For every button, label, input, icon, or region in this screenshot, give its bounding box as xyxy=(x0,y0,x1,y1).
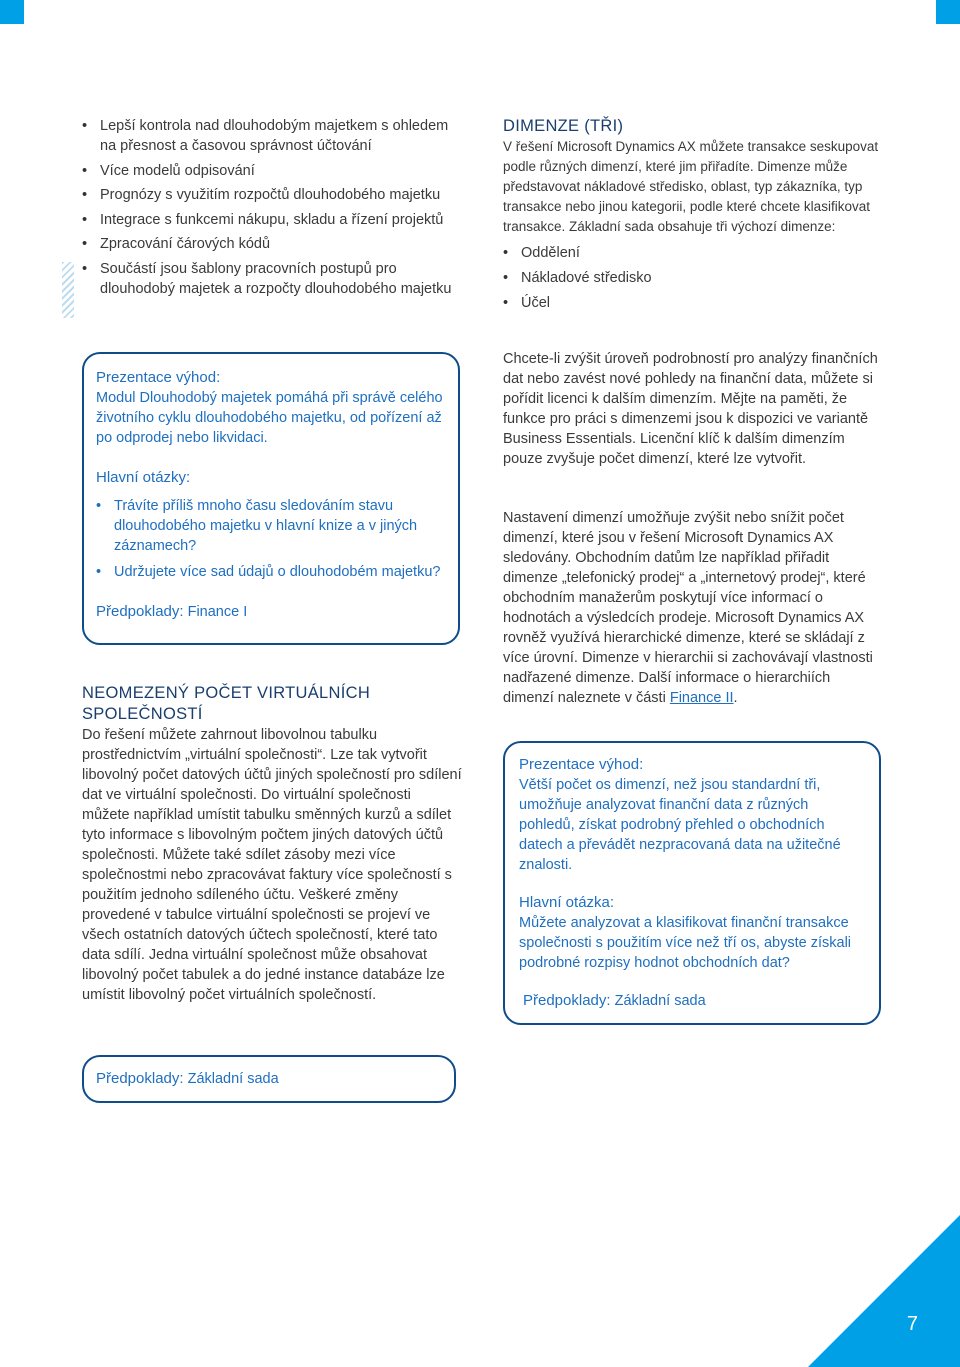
questions-list xyxy=(96,496,446,582)
box-body-text: Větší počet os dimenzí, než jsou standardní tři, umožňuje analyzovat finanční data z různých pohledů, získat podrobný přehled o obchodních datech a převádět nezpracovaná data na užitečné znalosti. xyxy=(519,777,841,873)
list-item: • Účel xyxy=(503,293,881,313)
additional-dimensions-paragraph: Chcete-li zvýšit úroveň podrobností pro analýzy finančních dat nebo zavést nové pohledy na finanční data, můžete si pořídit licenci k dalším dimenzím. Mějte na paměti, že funkce pro práci s dimenzemi jsou k dispozici ve variantě Business Essentials. Licenční klíč k dalším dimenzím pouze zvyšuje počet dimenzí, které lze vytvořit. xyxy=(503,351,878,467)
list-item: • Lepší kontrola nad dlouhodobým majetkem s ohledem na přesnost a časovou správnost účtování xyxy=(82,116,462,156)
benefits-box-dimensions xyxy=(503,741,881,1025)
prerequisites xyxy=(519,991,865,1011)
box-heading: Prezentace výhod: xyxy=(96,369,221,386)
prerequisites-label: Předpoklady: xyxy=(523,992,611,1009)
benefits-box-fixed-assets xyxy=(82,352,460,645)
prerequisites-value: Finance I xyxy=(187,604,248,620)
section-text: V řešení Microsoft Dynamics AX můžete transakce seskupovat podle různých dimenzí, které jim přiřadíte. Dimenze může představovat nákladové středisko, oblast, typ zákazníka, typ transakce nebo jinou kategorii, podle které chcete klasifikovat transakce. Základní sada obsahuje tři výchozí dimenze: xyxy=(503,139,879,234)
question-heading: Hlavní otázka: xyxy=(519,894,615,911)
list-item: • Nákladové středisko xyxy=(503,268,881,288)
paragraph-text: Nastavení dimenzí umožňuje zvýšit nebo snížit počet dimenzí, které jsou v řešení Microsoft Dynamics AX sledovány. Obchodním datům lze například přiřadit dimenze „telefonický prodej“ a „internetový prodej“, které obchodním manažerům poskytují více informací o hodnotách a výsledcích prodeje. Microsoft Dynamics AX rovněž využívá hierarchické dimenze, které se skládají z více úrovní. Dimenze v hierarchii si zachovávají vlastnosti nadřazené dimenze. Další informace o hierarchiích dimenzí naleznete v části xyxy=(503,510,873,706)
list-item: • Zpracování čárových kódů xyxy=(82,234,462,254)
list-item: • Součástí jsou šablony pracovních postupů pro dlouhodobý majetek a rozpočty dlouhodobého majetku xyxy=(82,259,462,299)
list-item: • Udržujete více sad údajů o dlouhodobém majetku? xyxy=(96,562,446,582)
virtual-companies-section xyxy=(82,683,462,1005)
finance-ii-link[interactable]: Finance II xyxy=(669,690,734,706)
page-number: 7 xyxy=(906,1313,918,1335)
paragraph-end: . xyxy=(733,690,738,706)
dimension-settings-paragraph xyxy=(503,508,881,708)
box-heading: Prezentace výhod: xyxy=(519,756,644,773)
prerequisites-value: Základní sada xyxy=(614,993,706,1009)
prerequisites-value: Základní sada xyxy=(187,1071,279,1087)
prerequisites xyxy=(96,602,446,622)
question-text: Můžete analyzovat a klasifikovat finanční transakce společnosti s použitím více než tří os, abyste získali podrobné rozpisy hodnot obchodních dat? xyxy=(519,915,852,971)
page-corner-triangle xyxy=(808,1215,960,1367)
box-body-text: Modul Dlouhodobý majetek pomáhá při správě celého životního cyklu dlouhodobého majetku, od pořízení až po odprodej nebo likvidaci. xyxy=(96,390,443,446)
questions-heading: Hlavní otázky: xyxy=(96,469,191,486)
prerequisites-box xyxy=(82,1055,456,1103)
corner-square-top-right xyxy=(936,0,960,24)
decorative-hatch xyxy=(62,262,74,318)
dimensions-list xyxy=(503,243,881,313)
list-item: • Trávíte příliš mnoho času sledováním stavu dlouhodobého majetku v hlavní knize a v jiných záznamech? xyxy=(96,496,446,556)
list-item: • Více modelů odpisování xyxy=(82,161,462,181)
prerequisites-label: Předpoklady: xyxy=(96,603,184,620)
list-item: • Oddělení xyxy=(503,243,881,263)
list-item: • Prognózy s využitím rozpočtů dlouhodobého majetku xyxy=(82,185,462,205)
section-heading: DIMENZE (TŘI) xyxy=(503,117,624,135)
prerequisites-label: Předpoklady: xyxy=(96,1070,184,1087)
corner-square-top-left xyxy=(0,0,24,24)
section-text: Do řešení můžete zahrnout libovolnou tabulku prostřednictvím „virtuální společnosti“. Lze tak vytvořit libovolný počet datových účtů jiných společností pro sdílení dat ve virtuální společnosti. Do virtuální společnosti můžete například umístit tabulku směnných kurzů a sdílet tyto informace s libovolným počtem jiných datových účtů společnosti. Můžete také sdílet zásoby mezi více společnostmi nebo zpracovávat faktury více společností s použitím jednoho sdíleného účtu. Veškeré změny provedené v tabulce virtuální společnosti se projeví ve všech ostatních datových účtech společností, které tato data sdílí. Jedna virtuální společnost může obsahovat libovolný počet tabulek a do jedné instance databáze lze umístit libovolný počet virtuálních společností. xyxy=(82,727,462,1003)
dimensions-section xyxy=(503,116,881,318)
list-item: • Integrace s funkcemi nákupu, skladu a řízení projektů xyxy=(82,210,462,230)
intro-feature-list xyxy=(82,116,462,303)
section-heading: NEOMEZENÝ POČET VIRTUÁLNÍCH SPOLEČNOSTÍ xyxy=(82,684,371,723)
